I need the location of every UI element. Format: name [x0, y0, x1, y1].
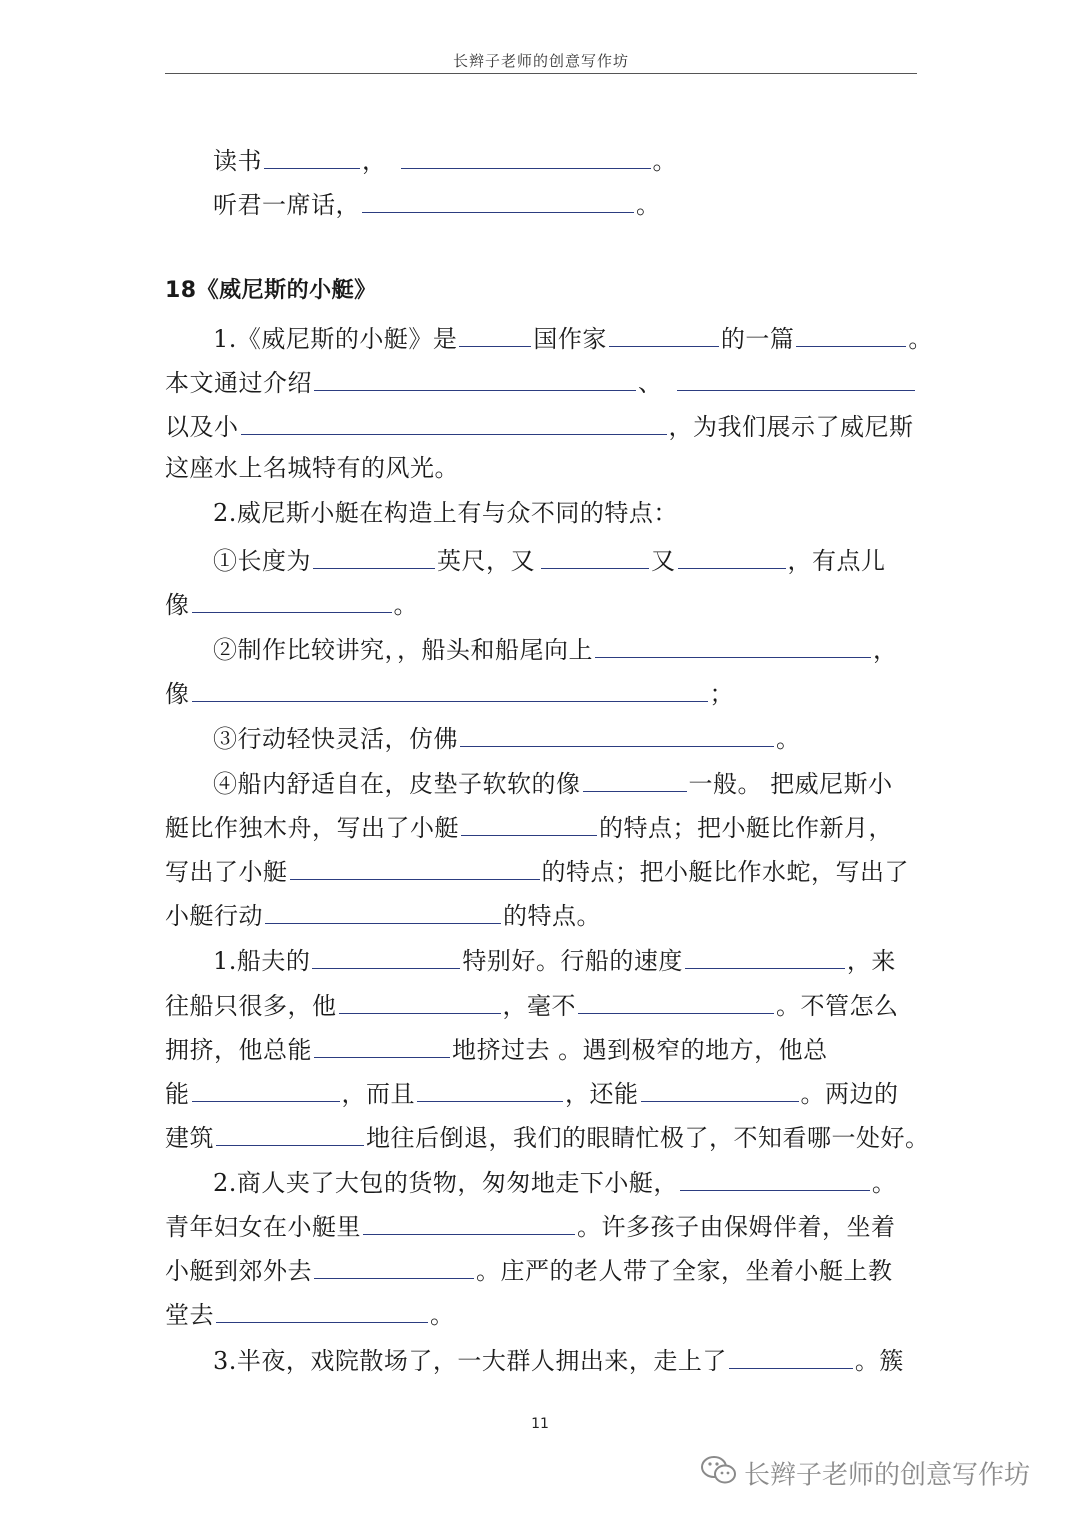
- fill-line: [165, 584, 418, 620]
- fill-line: [213, 318, 933, 354]
- fill-line: [165, 362, 917, 398]
- text: 。庄严的老人带了全家，坐着小艇上教: [476, 1257, 893, 1285]
- text: 的一篇: [720, 325, 795, 353]
- text: 又: [651, 547, 676, 575]
- text: ，还能: [565, 1080, 639, 1108]
- answer-blank[interactable]: [609, 318, 719, 347]
- answer-blank[interactable]: [265, 895, 501, 924]
- text: 像: [165, 680, 190, 708]
- text: ④船内舒适自在，皮垫子软软的像: [213, 770, 581, 798]
- fill-line: [165, 1294, 455, 1330]
- answer-blank[interactable]: [339, 985, 501, 1014]
- text: ，而且: [341, 1080, 415, 1108]
- answer-blank[interactable]: [796, 318, 906, 347]
- answer-blank[interactable]: [312, 940, 460, 969]
- answer-blank[interactable]: [362, 184, 634, 213]
- text: 3.半夜，戏院散场了，一大群人拥出来，走上了: [213, 1347, 727, 1375]
- answer-blank[interactable]: [314, 1250, 474, 1279]
- fill-line: [165, 895, 601, 931]
- text: 英尺，又: [437, 547, 535, 575]
- text: 的特点。: [503, 902, 601, 930]
- text: ，: [873, 636, 898, 664]
- watermark-text: 长辫子老师的创意写作坊: [744, 1460, 1031, 1491]
- answer-blank[interactable]: [541, 540, 649, 569]
- text: 1.《威尼斯的小艇》是: [213, 325, 458, 353]
- text: 。许多孩子由保姆伴着，坐着: [577, 1213, 896, 1241]
- watermark: [700, 1454, 1030, 1494]
- fill-line: [213, 1340, 904, 1376]
- fill-line: [165, 851, 909, 887]
- text: 地往后倒退，我们的眼睛忙极了，不知看哪一处好。: [366, 1124, 930, 1152]
- fill-line: [165, 1206, 896, 1242]
- text: ，毫不: [502, 992, 576, 1020]
- text: 。两边的: [800, 1080, 899, 1108]
- answer-blank[interactable]: [460, 718, 774, 747]
- text: 听君一席话，: [213, 191, 360, 219]
- text: 特别好。行船的速度: [462, 947, 683, 975]
- answer-blank[interactable]: [216, 1117, 364, 1146]
- text: 像: [165, 591, 190, 619]
- answer-blank[interactable]: [459, 318, 531, 347]
- text: 本文通过介绍: [165, 369, 312, 397]
- answer-blank[interactable]: [264, 140, 360, 169]
- wechat-icon: [700, 1454, 738, 1498]
- text: ②制作比较讲究，，船头和船尾向上: [213, 636, 593, 664]
- answer-blank[interactable]: [583, 763, 687, 792]
- section-title: 18《威尼斯的小艇》: [165, 278, 377, 303]
- fill-line: [213, 1162, 896, 1198]
- answer-blank[interactable]: [678, 540, 786, 569]
- fill-line: [213, 184, 661, 220]
- text: 2.商人夹了大包的货物，匆匆地走下小艇，: [213, 1169, 678, 1197]
- text: 拥挤，他总能: [165, 1036, 312, 1064]
- text: 堂去: [165, 1301, 214, 1329]
- answer-blank[interactable]: [192, 673, 708, 702]
- text: 。: [636, 191, 661, 219]
- text: 小艇到郊外去: [165, 1257, 312, 1285]
- text: 小艇行动: [165, 902, 263, 930]
- fill-line: [165, 406, 914, 442]
- fill-line: [213, 763, 893, 799]
- answer-blank[interactable]: [216, 1294, 428, 1323]
- text: 1.船夫的: [213, 947, 311, 975]
- text: 。: [652, 147, 677, 175]
- answer-blank[interactable]: [641, 1073, 799, 1102]
- fill-line: [165, 673, 734, 709]
- answer-blank[interactable]: [729, 1340, 853, 1369]
- answer-blank[interactable]: [401, 140, 651, 169]
- text: 。: [776, 725, 801, 753]
- answer-blank[interactable]: [677, 362, 915, 391]
- fill-line: [213, 540, 886, 576]
- fill-line: [213, 629, 898, 665]
- answer-blank[interactable]: [461, 807, 597, 836]
- text: ，为我们展示了威尼斯: [668, 413, 914, 441]
- fill-line: [213, 718, 801, 754]
- text-line: 这座水上名城特有的风光。: [165, 454, 459, 482]
- text: 的特点；把小艇比作水蛇，写出了: [541, 858, 909, 886]
- fill-line: [165, 1029, 828, 1065]
- page-header-title: 长辫子老师的创意写作坊: [452, 52, 629, 70]
- answer-blank[interactable]: [241, 406, 667, 435]
- text: 往船只很多，他: [165, 992, 337, 1020]
- text: 写出了小艇: [165, 858, 288, 886]
- text: 。: [871, 1169, 897, 1197]
- text: ①长度为: [213, 547, 311, 575]
- text: 、: [638, 369, 663, 397]
- text: ，来: [846, 947, 896, 975]
- fill-line: [165, 1250, 893, 1286]
- fill-line: [165, 807, 893, 843]
- text: 。: [430, 1301, 455, 1329]
- text: 。: [393, 591, 418, 619]
- text: 一般。 把威尼斯小: [688, 770, 893, 798]
- answer-blank[interactable]: [313, 540, 435, 569]
- answer-blank[interactable]: [595, 629, 871, 658]
- text: ；: [709, 680, 734, 708]
- answer-blank[interactable]: [192, 584, 392, 613]
- fill-line: [165, 1117, 930, 1153]
- answer-blank[interactable]: [680, 1162, 870, 1191]
- text-line: 2.威尼斯小艇在构造上有与众不同的特点：: [213, 499, 678, 527]
- answer-blank[interactable]: [314, 362, 636, 391]
- page-number: 11: [531, 1416, 549, 1432]
- text: 。簇: [854, 1347, 904, 1375]
- text: 以及小: [165, 413, 239, 441]
- fill-line: [165, 1073, 899, 1109]
- answer-blank[interactable]: [363, 1206, 575, 1235]
- text: 地挤过去 。遇到极窄的地方，他总: [452, 1036, 828, 1064]
- answer-blank[interactable]: [417, 1073, 563, 1102]
- text: ③行动轻快灵活，仿佛: [213, 725, 458, 753]
- fill-line: [165, 985, 899, 1021]
- text: ，: [362, 147, 387, 175]
- text: 建筑: [165, 1124, 214, 1152]
- fill-line: [213, 940, 896, 976]
- answer-blank[interactable]: [685, 940, 845, 969]
- text: 。不管怎么: [776, 992, 899, 1020]
- text: 艇比作独木舟，写出了小艇: [165, 814, 459, 842]
- header-divider: [165, 73, 917, 74]
- text: 读书: [213, 147, 262, 175]
- text: 青年妇女在小艇里: [165, 1213, 361, 1241]
- text: 。: [908, 325, 933, 353]
- text: 能: [165, 1080, 190, 1108]
- text: 的特点；把小艇比作新月，: [599, 814, 893, 842]
- answer-blank[interactable]: [314, 1029, 450, 1058]
- answer-blank[interactable]: [290, 851, 540, 880]
- text: 国作家: [533, 325, 607, 353]
- text: ，有点儿: [787, 547, 886, 575]
- answer-blank[interactable]: [578, 985, 774, 1014]
- fill-line: [213, 140, 677, 176]
- answer-blank[interactable]: [192, 1073, 340, 1102]
